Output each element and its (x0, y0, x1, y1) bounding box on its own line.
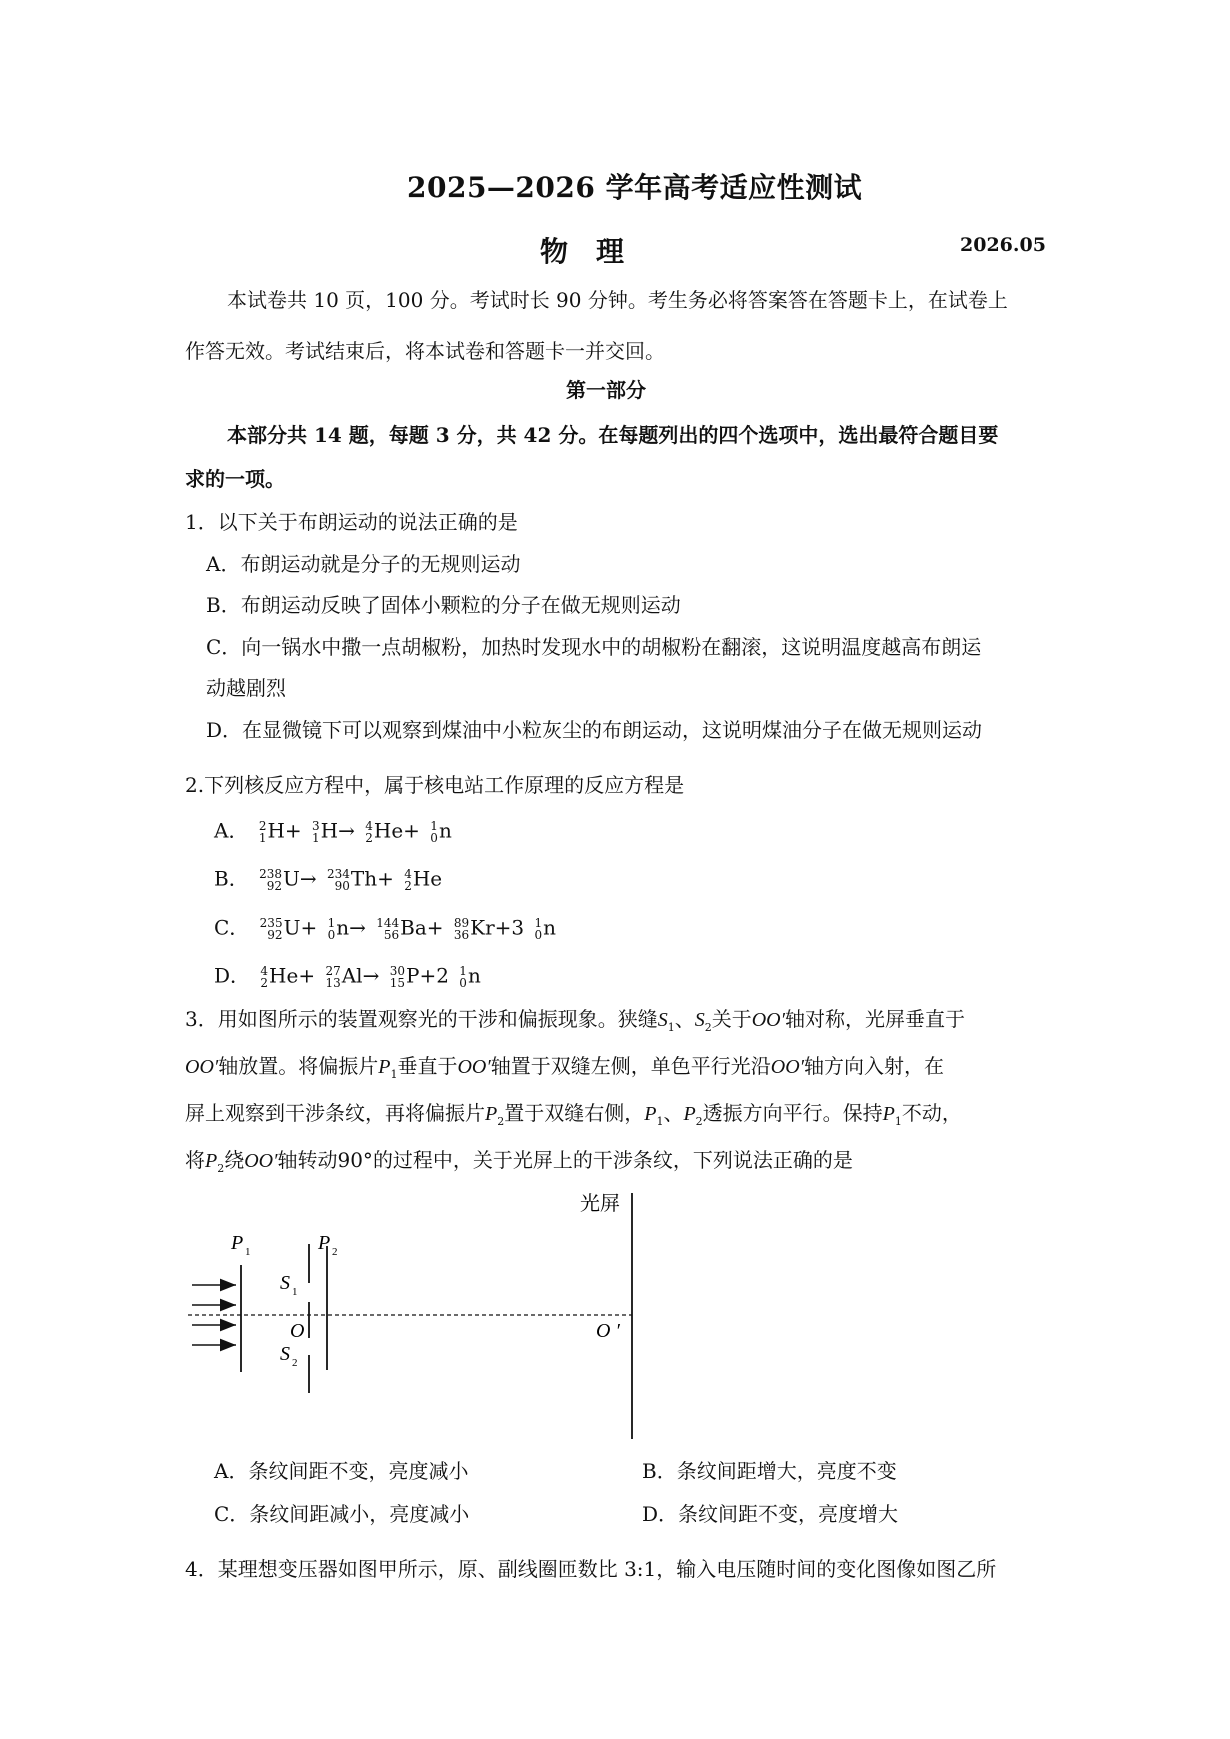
screen-label: 光屏 (580, 1193, 620, 1215)
s1-subscript: 1 (292, 1286, 298, 1298)
exam-date: 2026.05 (960, 234, 1046, 256)
subject-title: 物理 (540, 235, 653, 268)
q1-stem: 1．以下关于布朗运动的说法正确的是 (185, 510, 518, 534)
q3-option-a: A．条纹间距不变，亮度减小 (214, 1459, 469, 1483)
q1-option-c-cont: 动越剧烈 (206, 676, 286, 700)
p2-label: P (318, 1232, 331, 1254)
q1-option-d: D．在显微镜下可以观察到煤油中小粒灰尘的布朗运动，这说明煤油分子在做无规则运动 (206, 718, 983, 742)
part-instruction-2: 求的一项。 (185, 467, 285, 491)
p1-subscript: 1 (245, 1246, 251, 1258)
q2-option-c: C． 235 92 U+ 1 0 n→ 144 56 Ba+ 89 36 Kr+3 1 0 n (214, 915, 557, 942)
q1-option-c: C．向一锅水中撒一点胡椒粉，加热时发现水中的胡椒粉在翻滚，这说明温度越高布朗运 (206, 635, 982, 659)
s2-subscript: 2 (292, 1357, 298, 1369)
q2-option-d: D． 4 2 He+ 27 13 Al→ 30 15 P+2 1 0 n (214, 963, 481, 990)
s1-label: S (280, 1272, 290, 1294)
o-label: O (290, 1320, 305, 1342)
intro-line-2: 作答无效。考试结束后，将本试卷和答题卡一并交回。 (185, 339, 665, 363)
part-heading: 第一部分 (566, 378, 646, 402)
part-instruction-1: 本部分共 14 题，每题 3 分，共 42 分。在每题列出的四个选项中，选出最符合题目要 (227, 423, 999, 447)
q2-option-a: A． 2 1 H+ 3 1 H→ 4 2 He+ 1 0 n (214, 818, 452, 845)
q1-option-b: B．布朗运动反映了固体小颗粒的分子在做无规则运动 (206, 593, 681, 617)
q3-stem-line-1: 3．用如图所示的装置观察光的干涉和偏振现象。狭缝$S_1$、$S_2$关于OO′轴对称，光屏垂直于 (185, 1007, 965, 1034)
p2-subscript: 2 (332, 1246, 338, 1258)
q3-option-d: D．条纹间距不变，亮度增大 (642, 1502, 899, 1526)
o-prime-label: O ′ (596, 1320, 620, 1342)
q3-option-c: C．条纹间距减小，亮度减小 (214, 1502, 470, 1526)
q3-diagram (180, 1185, 660, 1445)
p1-label: P (231, 1232, 244, 1254)
q4-stem: 4．某理想变压器如图甲所示，原、副线圈匝数比 3:1，输入电压随时间的变化图像如图乙所 (185, 1557, 997, 1581)
q3-option-b: B．条纹间距增大，亮度不变 (642, 1459, 897, 1483)
q3-stem-line-2: OO′轴放置。将偏振片$P_1$垂直于OO′轴置于双缝左侧，单色平行光沿OO′轴方向入射，在 (185, 1054, 945, 1081)
q2-stem: 2.下列核反应方程中，属于核电站工作原理的反应方程是 (185, 773, 685, 797)
q3-stem-line-3: 屏上观察到干涉条纹，再将偏振片$P_2$置于双缝右侧，$P_1$、$P_2$透振方向平行。保持$P_1$不动， (185, 1101, 962, 1128)
q3-stem-line-4: 将$P_2$绕OO′轴转动90°的过程中，关于光屏上的干涉条纹，下列说法正确的是 (185, 1148, 853, 1175)
exam-title: 2025—2026 学年高考适应性测试 (407, 171, 863, 204)
intro-line-1: 本试卷共 10 页，100 分。考试时长 90 分钟。考生务必将答案答在答题卡上，在试卷上 (227, 288, 1008, 312)
s2-label: S (280, 1343, 290, 1365)
q1-option-a: A．布朗运动就是分子的无规则运动 (206, 552, 521, 576)
q2-option-b: B． 238 92 U→ 234 90 Th+ 4 2 He (214, 866, 443, 893)
